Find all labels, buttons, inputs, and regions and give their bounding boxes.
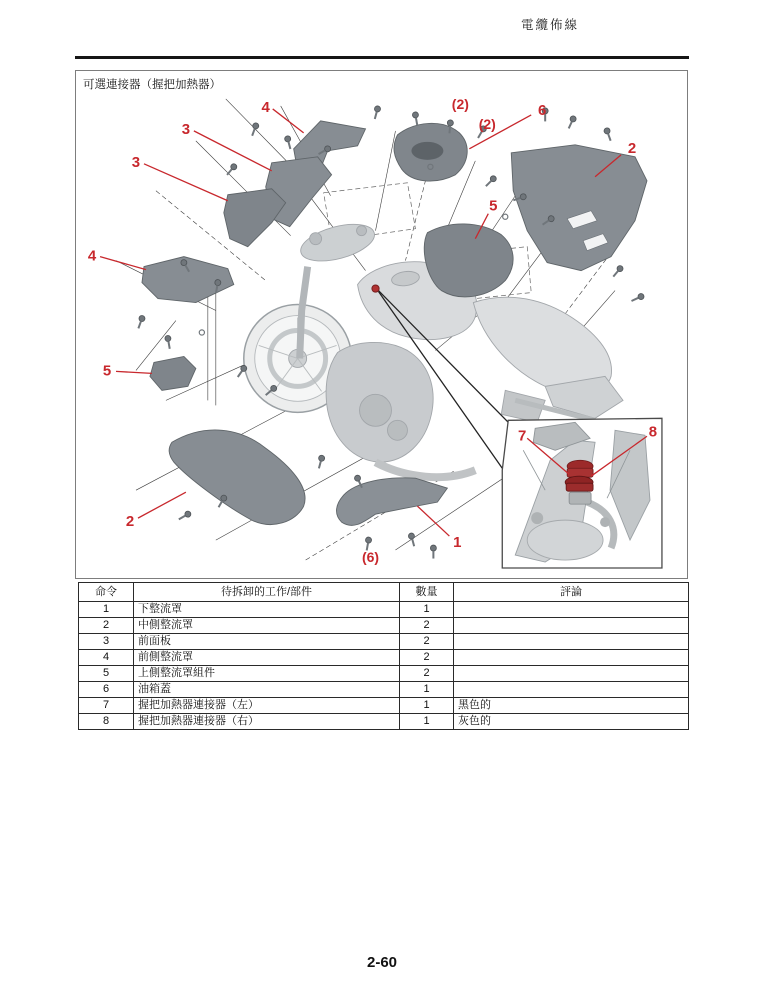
cell-qty: 2 bbox=[400, 650, 454, 666]
cell-part: 前面板 bbox=[134, 634, 400, 650]
cell-order: 1 bbox=[79, 602, 134, 618]
header-qty: 數量 bbox=[400, 583, 454, 602]
cell-order: 6 bbox=[79, 682, 134, 698]
cell-part: 上側整流罩組件 bbox=[134, 666, 400, 682]
page-number: 2-60 bbox=[366, 954, 398, 971]
callout-2-right: 2 bbox=[627, 139, 637, 157]
cell-qty: 2 bbox=[400, 634, 454, 650]
callout-2-bottom-left: 2 bbox=[125, 513, 135, 531]
cell-part: 油箱蓋 bbox=[134, 682, 400, 698]
exploded-diagram-box bbox=[75, 70, 688, 579]
grip-heater-connectors bbox=[565, 460, 593, 504]
table-row bbox=[79, 666, 689, 682]
cell-order: 3 bbox=[79, 634, 134, 650]
callout-4-top: 4 bbox=[261, 98, 270, 116]
exhaust bbox=[376, 462, 476, 477]
cell-order: 5 bbox=[79, 666, 134, 682]
callout-6: 6 bbox=[538, 101, 547, 119]
parts-table bbox=[78, 582, 689, 730]
header-rule bbox=[75, 56, 689, 59]
table-row bbox=[79, 682, 689, 698]
callout-3-lower: 3 bbox=[131, 153, 141, 171]
table-header-row bbox=[79, 583, 689, 602]
part-mid-side-cowling-right bbox=[511, 145, 647, 271]
callout-qty6: (6) bbox=[361, 549, 380, 566]
callout-4-left: 4 bbox=[87, 247, 97, 265]
cell-part: 握把加熱器連接器（左） bbox=[134, 698, 400, 714]
cell-order: 7 bbox=[79, 698, 134, 714]
part-mid-side-cowling-left bbox=[169, 430, 305, 525]
header-order: 命令 bbox=[79, 583, 134, 602]
cell-remark: 灰色的 bbox=[454, 714, 689, 730]
callout-5-right: 5 bbox=[489, 197, 498, 215]
part-front-side-cowling-left bbox=[142, 257, 234, 303]
connector-location-dot bbox=[372, 285, 379, 292]
callout-qty2-a: (2) bbox=[451, 95, 469, 112]
table-row bbox=[79, 634, 689, 650]
running-header: 電纜佈線 bbox=[520, 18, 579, 32]
header-part: 待拆卸的工作/部件 bbox=[134, 583, 400, 602]
cell-remark bbox=[454, 650, 689, 666]
table-row bbox=[79, 618, 689, 634]
callout-7: 7 bbox=[518, 427, 527, 445]
cell-qty: 1 bbox=[400, 714, 454, 730]
cell-part: 前側整流罩 bbox=[134, 650, 400, 666]
callout-8: 8 bbox=[648, 423, 658, 441]
part-upper-side-cowling-left bbox=[150, 356, 196, 390]
part-upper-side-cowling-right bbox=[424, 224, 513, 297]
table-row bbox=[79, 650, 689, 666]
handlebar-cluster bbox=[297, 217, 379, 267]
table-row bbox=[79, 714, 689, 730]
cell-remark bbox=[454, 634, 689, 650]
cell-part: 握把加熱器連接器（右） bbox=[134, 714, 400, 730]
header-remark: 評論 bbox=[454, 583, 689, 602]
callout-1: 1 bbox=[453, 534, 462, 552]
cell-order: 2 bbox=[79, 618, 134, 634]
cell-remark bbox=[454, 666, 689, 682]
cell-qty: 1 bbox=[400, 698, 454, 714]
callout-qty2-b: (2) bbox=[478, 115, 496, 132]
cell-qty: 2 bbox=[400, 618, 454, 634]
cell-qty: 2 bbox=[400, 666, 454, 682]
cell-part: 中側整流罩 bbox=[134, 618, 400, 634]
table-row bbox=[79, 602, 689, 618]
figure-title: 可選連接器（握把加熱器） bbox=[83, 79, 221, 91]
table-row bbox=[79, 698, 689, 714]
cell-qty: 1 bbox=[400, 682, 454, 698]
cell-order: 4 bbox=[79, 650, 134, 666]
callout-5-left: 5 bbox=[102, 362, 112, 380]
exploded-diagram bbox=[76, 71, 687, 578]
cell-order: 8 bbox=[79, 714, 134, 730]
callout-3-upper: 3 bbox=[181, 120, 191, 138]
cell-remark bbox=[454, 682, 689, 698]
cell-remark bbox=[454, 602, 689, 618]
cell-qty: 1 bbox=[400, 602, 454, 618]
cell-remark: 黑色的 bbox=[454, 698, 689, 714]
cell-part: 下整流罩 bbox=[134, 602, 400, 618]
cell-remark bbox=[454, 618, 689, 634]
